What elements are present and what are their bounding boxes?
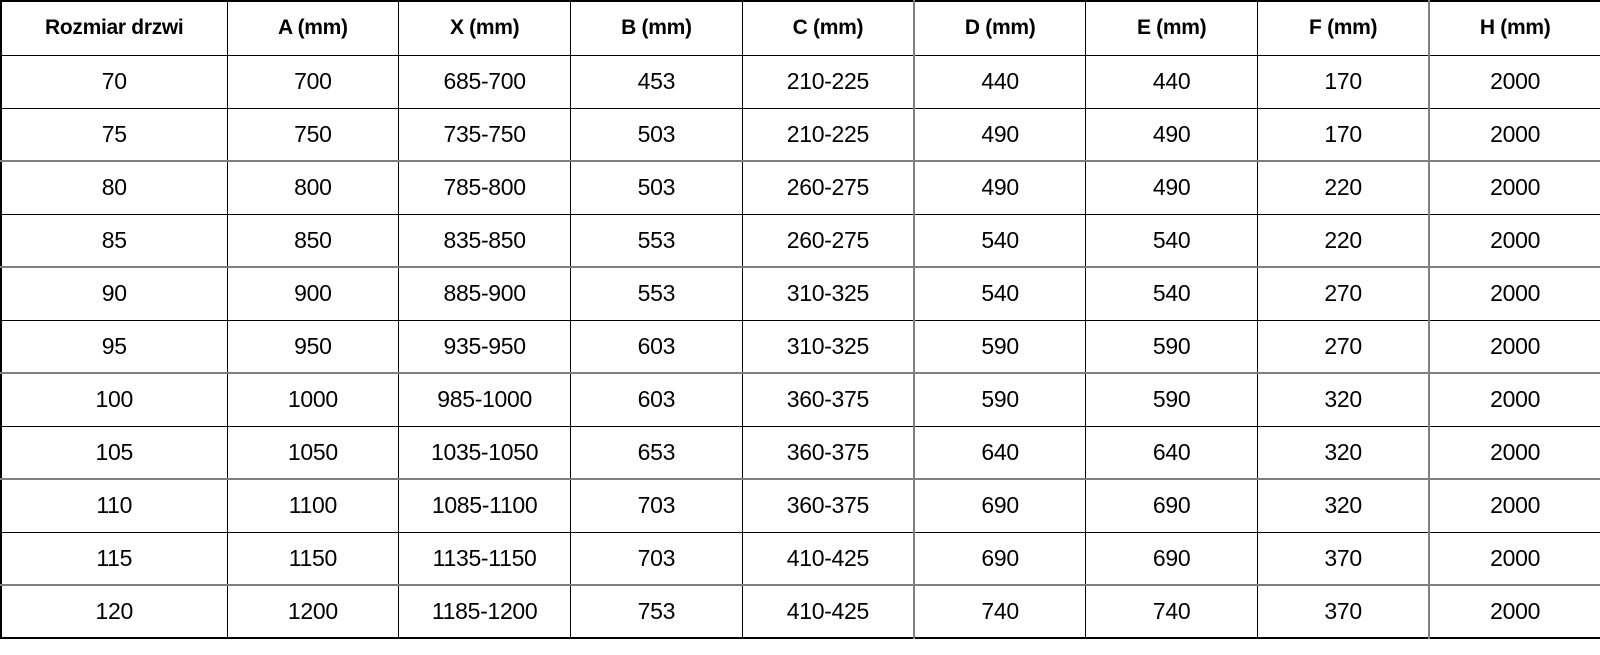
table-cell: 170 bbox=[1258, 55, 1430, 108]
header-row bbox=[1, 1, 1600, 55]
table-cell: 2000 bbox=[1429, 267, 1600, 320]
table-cell: 1085-1100 bbox=[399, 479, 571, 532]
table-cell: 210-225 bbox=[742, 55, 914, 108]
table-cell: 80 bbox=[1, 161, 227, 214]
table-row bbox=[1, 585, 1600, 638]
table-cell: 640 bbox=[914, 426, 1086, 479]
table-row bbox=[1, 214, 1600, 267]
table-cell: 85 bbox=[1, 214, 227, 267]
table-cell: 2000 bbox=[1429, 55, 1600, 108]
table-cell: 503 bbox=[571, 161, 743, 214]
table-cell: 590 bbox=[1086, 373, 1258, 426]
table-cell: 603 bbox=[571, 373, 743, 426]
table-cell: 95 bbox=[1, 320, 227, 373]
table-cell: 653 bbox=[571, 426, 743, 479]
table-cell: 270 bbox=[1258, 320, 1430, 373]
table-cell: 740 bbox=[914, 585, 1086, 638]
table-cell: 850 bbox=[227, 214, 399, 267]
table-cell: 70 bbox=[1, 55, 227, 108]
table-cell: 2000 bbox=[1429, 161, 1600, 214]
table-cell: 105 bbox=[1, 426, 227, 479]
table-cell: 2000 bbox=[1429, 373, 1600, 426]
table-cell: 900 bbox=[227, 267, 399, 320]
table-cell: 735-750 bbox=[399, 108, 571, 161]
table-cell: 540 bbox=[1086, 214, 1258, 267]
table-cell: 2000 bbox=[1429, 426, 1600, 479]
table-cell: 260-275 bbox=[742, 214, 914, 267]
table-cell: 740 bbox=[1086, 585, 1258, 638]
table-cell: 90 bbox=[1, 267, 227, 320]
table-cell: 590 bbox=[914, 373, 1086, 426]
table-cell: 440 bbox=[914, 55, 1086, 108]
column-header: C (mm) bbox=[742, 1, 914, 55]
table-cell: 2000 bbox=[1429, 214, 1600, 267]
table-cell: 590 bbox=[1086, 320, 1258, 373]
table-row bbox=[1, 320, 1600, 373]
table-cell: 490 bbox=[1086, 161, 1258, 214]
table-cell: 320 bbox=[1258, 373, 1430, 426]
column-header: D (mm) bbox=[914, 1, 1086, 55]
table-cell: 110 bbox=[1, 479, 227, 532]
table-cell: 115 bbox=[1, 532, 227, 585]
table-cell: 1035-1050 bbox=[399, 426, 571, 479]
table-cell: 360-375 bbox=[742, 426, 914, 479]
table-header bbox=[1, 1, 1600, 55]
table-row bbox=[1, 479, 1600, 532]
table-cell: 310-325 bbox=[742, 320, 914, 373]
table-cell: 1000 bbox=[227, 373, 399, 426]
table-cell: 590 bbox=[914, 320, 1086, 373]
table-cell: 360-375 bbox=[742, 373, 914, 426]
table-cell: 750 bbox=[227, 108, 399, 161]
column-header: H (mm) bbox=[1429, 1, 1600, 55]
table-row bbox=[1, 426, 1600, 479]
table-row bbox=[1, 267, 1600, 320]
table-cell: 370 bbox=[1258, 532, 1430, 585]
table-cell: 410-425 bbox=[742, 585, 914, 638]
table-cell: 935-950 bbox=[399, 320, 571, 373]
table-cell: 553 bbox=[571, 267, 743, 320]
table-cell: 640 bbox=[1086, 426, 1258, 479]
table-cell: 440 bbox=[1086, 55, 1258, 108]
table-body bbox=[1, 55, 1600, 638]
table-row bbox=[1, 55, 1600, 108]
column-header: B (mm) bbox=[571, 1, 743, 55]
table-cell: 270 bbox=[1258, 267, 1430, 320]
table-cell: 260-275 bbox=[742, 161, 914, 214]
table-cell: 220 bbox=[1258, 161, 1430, 214]
table-cell: 2000 bbox=[1429, 108, 1600, 161]
table-row bbox=[1, 373, 1600, 426]
table-cell: 1050 bbox=[227, 426, 399, 479]
table-cell: 690 bbox=[914, 532, 1086, 585]
table-row bbox=[1, 532, 1600, 585]
table-cell: 785-800 bbox=[399, 161, 571, 214]
column-header: Rozmiar drzwi bbox=[1, 1, 227, 55]
table-cell: 753 bbox=[571, 585, 743, 638]
table-cell: 950 bbox=[227, 320, 399, 373]
table-cell: 453 bbox=[571, 55, 743, 108]
table-cell: 540 bbox=[1086, 267, 1258, 320]
table-cell: 1150 bbox=[227, 532, 399, 585]
table-cell: 1100 bbox=[227, 479, 399, 532]
table-cell: 603 bbox=[571, 320, 743, 373]
column-header: F (mm) bbox=[1258, 1, 1430, 55]
table-cell: 320 bbox=[1258, 426, 1430, 479]
table-cell: 700 bbox=[227, 55, 399, 108]
table-cell: 1185-1200 bbox=[399, 585, 571, 638]
table-cell: 2000 bbox=[1429, 320, 1600, 373]
table-cell: 885-900 bbox=[399, 267, 571, 320]
table-cell: 703 bbox=[571, 479, 743, 532]
table-cell: 490 bbox=[914, 161, 1086, 214]
column-header: A (mm) bbox=[227, 1, 399, 55]
table-cell: 310-325 bbox=[742, 267, 914, 320]
table-cell: 360-375 bbox=[742, 479, 914, 532]
table-cell: 170 bbox=[1258, 108, 1430, 161]
table-cell: 120 bbox=[1, 585, 227, 638]
table-cell: 220 bbox=[1258, 214, 1430, 267]
table-cell: 703 bbox=[571, 532, 743, 585]
table-cell: 540 bbox=[914, 214, 1086, 267]
table-cell: 503 bbox=[571, 108, 743, 161]
table-cell: 370 bbox=[1258, 585, 1430, 638]
table-cell: 690 bbox=[914, 479, 1086, 532]
table-cell: 800 bbox=[227, 161, 399, 214]
column-header: E (mm) bbox=[1086, 1, 1258, 55]
table-cell: 490 bbox=[1086, 108, 1258, 161]
table-cell: 985-1000 bbox=[399, 373, 571, 426]
table-cell: 540 bbox=[914, 267, 1086, 320]
table-cell: 75 bbox=[1, 108, 227, 161]
table-row bbox=[1, 161, 1600, 214]
table-cell: 553 bbox=[571, 214, 743, 267]
table-cell: 2000 bbox=[1429, 585, 1600, 638]
table-cell: 1135-1150 bbox=[399, 532, 571, 585]
table-cell: 1200 bbox=[227, 585, 399, 638]
column-header: X (mm) bbox=[399, 1, 571, 55]
table-cell: 685-700 bbox=[399, 55, 571, 108]
table-cell: 210-225 bbox=[742, 108, 914, 161]
table-cell: 2000 bbox=[1429, 479, 1600, 532]
table-cell: 690 bbox=[1086, 479, 1258, 532]
table-cell: 2000 bbox=[1429, 532, 1600, 585]
table-cell: 320 bbox=[1258, 479, 1430, 532]
table-cell: 690 bbox=[1086, 532, 1258, 585]
table-cell: 490 bbox=[914, 108, 1086, 161]
table-cell: 100 bbox=[1, 373, 227, 426]
table-cell: 835-850 bbox=[399, 214, 571, 267]
table-cell: 410-425 bbox=[742, 532, 914, 585]
table-row bbox=[1, 108, 1600, 161]
